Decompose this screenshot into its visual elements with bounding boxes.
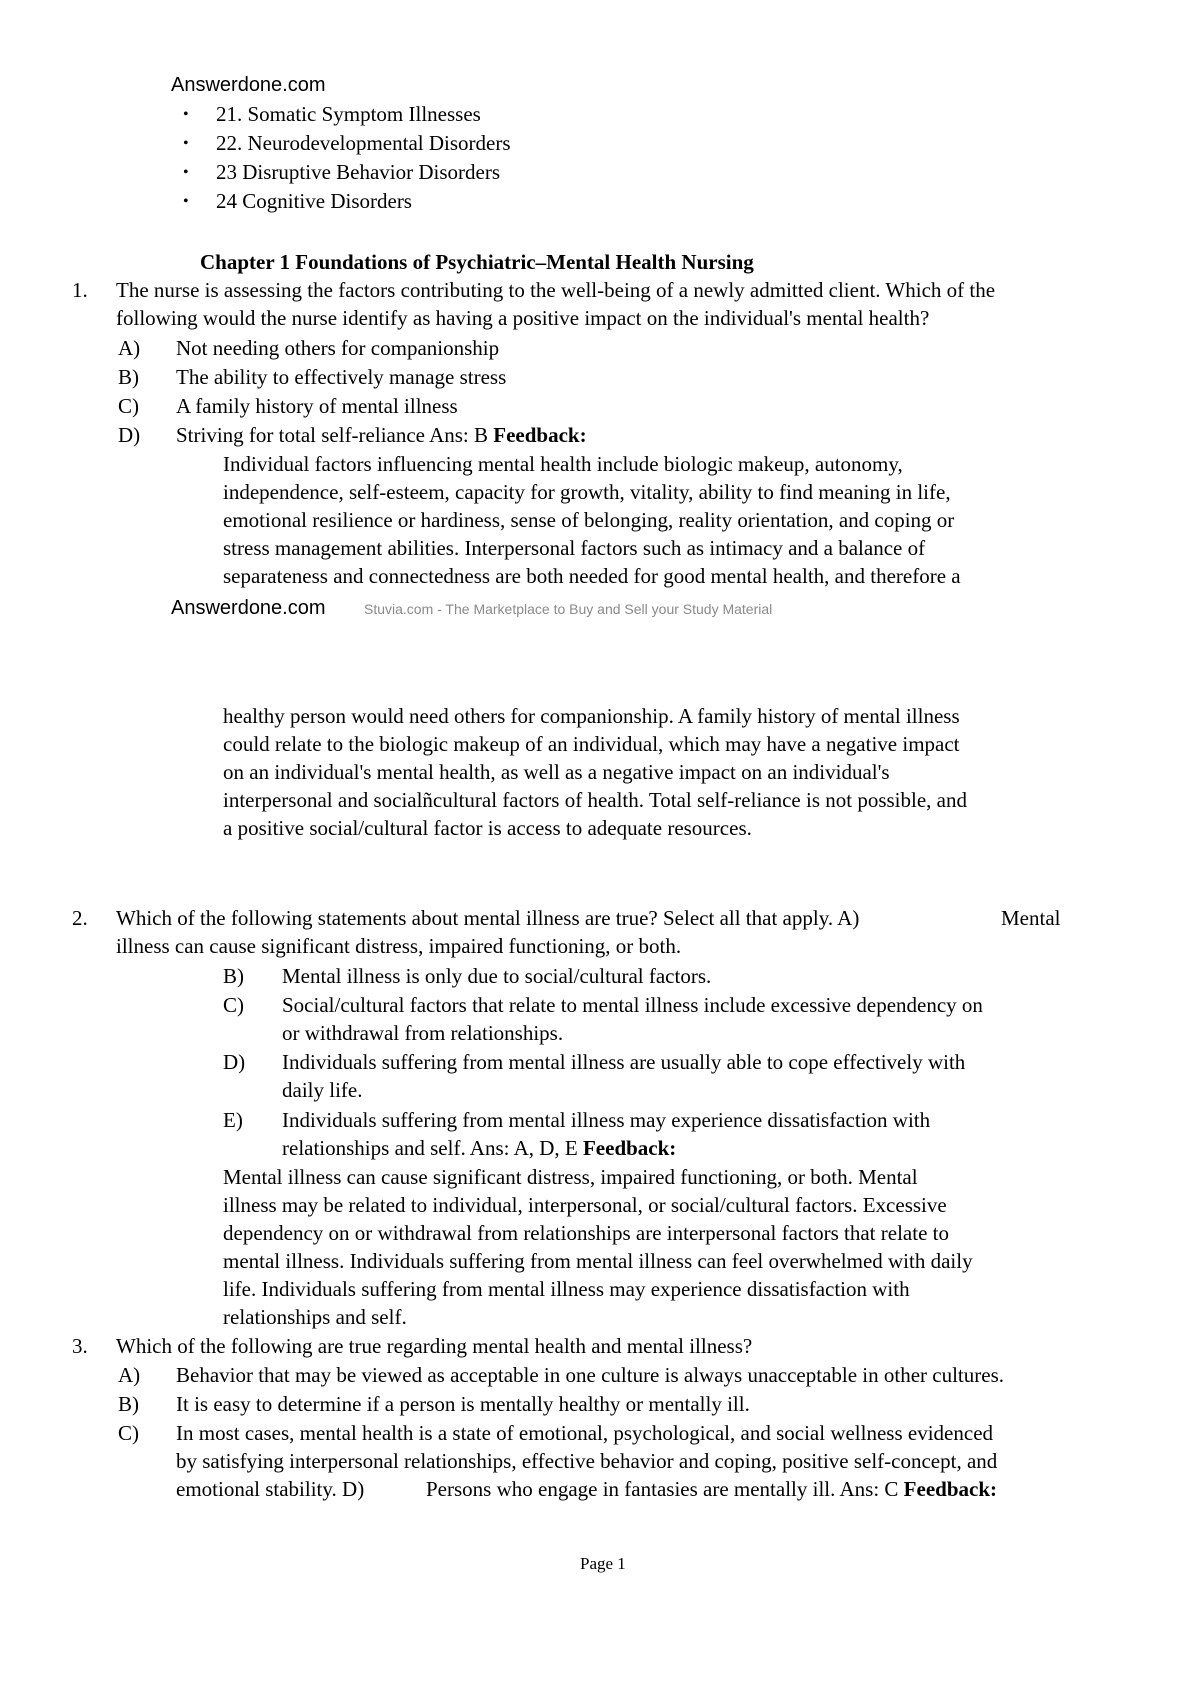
option-text: Social/cultural factors that relate to mental illness include excessive dependency on: [282, 993, 983, 1017]
toc-item: 24 Cognitive Disorders: [216, 189, 412, 213]
option-text: Not needing others for companionship: [176, 336, 500, 360]
option-text: [426, 1475, 997, 1503]
option-letter: A): [118, 336, 141, 360]
option-text: Mental: [1001, 906, 1061, 930]
header-site: Answerdone.com: [171, 74, 326, 96]
option-answer: Persons who engage in fantasies are mentally ill. Ans: C: [426, 1477, 899, 1501]
question-text: following would the nurse identify as having a positive impact on the individual's mental health?: [116, 306, 930, 330]
option-letter: C): [223, 993, 244, 1017]
option-letter: B): [223, 964, 244, 988]
option-text: illness can cause significant distress, impaired functioning, or both.: [116, 934, 682, 958]
feedback-line: life. Individuals suffering from mental illness may experience dissatisfaction with: [223, 1277, 910, 1301]
option-text: [176, 421, 587, 449]
bullet: •: [183, 193, 189, 210]
bullet: •: [183, 164, 189, 181]
option-text: or withdrawal from relationships.: [282, 1021, 564, 1045]
option-text: The ability to effectively manage stress: [176, 365, 507, 389]
option-text: emotional stability. D): [176, 1477, 365, 1501]
feedback-line: a positive social/cultural factor is access to adequate resources.: [223, 816, 752, 840]
footer-site: Answerdone.com: [171, 597, 326, 619]
option-text: Individuals suffering from mental illness may experience dissatisfaction with: [282, 1108, 931, 1132]
question-text: Which of the following are true regarding mental health and mental illness?: [116, 1334, 753, 1358]
feedback-label: Feedback:: [493, 423, 587, 447]
stuvia-footer: Stuvia.com - The Marketplace to Buy and Sell your Study Material: [364, 601, 773, 617]
feedback-line: on an individual's mental health, as well as a negative impact on an individual's: [223, 760, 890, 784]
chapter-title: Chapter 1 Foundations of Psychiatric–Mental Health Nursing: [200, 250, 754, 274]
option-answer: Striving for total self-reliance Ans: B: [176, 423, 489, 447]
feedback-line: stress management abilities. Interpersonal factors such as intimacy and a balance of: [223, 536, 926, 560]
option-text: daily life.: [282, 1078, 363, 1102]
feedback-line: interpersonal and socialñcultural factors of health. Total self-reliance is not possible, and: [223, 788, 967, 812]
toc-item: 22. Neurodevelopmental Disorders: [216, 131, 511, 155]
option-letter: C): [118, 394, 139, 418]
feedback-line: separateness and connectedness are both needed for good mental health, and therefore a: [223, 564, 961, 588]
feedback-label: Feedback:: [582, 1136, 677, 1160]
question-text: Which of the following statements about mental illness are true? Select all that apply. A): [116, 906, 860, 930]
option-text: Individuals suffering from mental illness are usually able to cope effectively with: [282, 1050, 966, 1074]
option-letter: D): [118, 423, 141, 447]
toc-item: 23 Disruptive Behavior Disorders: [216, 160, 501, 184]
feedback-line: dependency on or withdrawal from relationships are interpersonal factors that relate to: [223, 1221, 949, 1245]
option-answer: relationships and self. Ans: A, D, E: [282, 1136, 578, 1160]
option-text: Behavior that may be viewed as acceptable in one culture is always unacceptable in other cultures.: [176, 1363, 1005, 1387]
option-text: by satisfying interpersonal relationships, effective behavior and coping, positive self-concept, and: [176, 1449, 998, 1473]
feedback-line: could relate to the biologic makeup of an individual, which may have a negative impact: [223, 732, 960, 756]
question-number: 3.: [72, 1334, 88, 1358]
toc-item: 21. Somatic Symptom Illnesses: [216, 102, 481, 126]
question-number: 2.: [72, 906, 88, 930]
option-letter: C): [118, 1421, 139, 1445]
feedback-line: independence, self-esteem, capacity for growth, vitality, ability to find meaning in life,: [223, 480, 951, 504]
option-text: [282, 1134, 676, 1162]
option-text: It is easy to determine if a person is mentally healthy or mentally ill.: [176, 1392, 750, 1416]
feedback-line: emotional resilience or hardiness, sense of belonging, reality orientation, and coping or: [223, 508, 955, 532]
feedback-line: healthy person would need others for companionship. A family history of mental illness: [223, 704, 960, 728]
feedback-line: relationships and self.: [223, 1305, 407, 1329]
option-text: A family history of mental illness: [176, 394, 458, 418]
option-text: Mental illness is only due to social/cultural factors.: [282, 964, 712, 988]
question-number: 1.: [72, 278, 88, 302]
feedback-line: Mental illness can cause significant distress, impaired functioning, or both. Mental: [223, 1165, 918, 1189]
feedback-label: Feedback:: [903, 1477, 997, 1501]
page-number: Page 1: [580, 1554, 626, 1573]
option-letter: B): [118, 1392, 139, 1416]
option-letter: D): [223, 1050, 246, 1074]
bullet: •: [183, 135, 189, 152]
option-text: In most cases, mental health is a state of emotional, psychological, and social wellness evidenced: [176, 1421, 994, 1445]
bullet: •: [183, 106, 189, 123]
feedback-line: illness may be related to individual, interpersonal, or social/cultural factors. Excessive: [223, 1193, 947, 1217]
option-letter: E): [223, 1108, 243, 1132]
question-text: The nurse is assessing the factors contributing to the well-being of a newly admitted client. Which of the: [116, 278, 996, 302]
feedback-line: Individual factors influencing mental health include biologic makeup, autonomy,: [223, 452, 903, 476]
feedback-line: mental illness. Individuals suffering from mental illness can feel overwhelmed with daily: [223, 1249, 973, 1273]
option-letter: A): [118, 1363, 141, 1387]
option-letter: B): [118, 365, 139, 389]
